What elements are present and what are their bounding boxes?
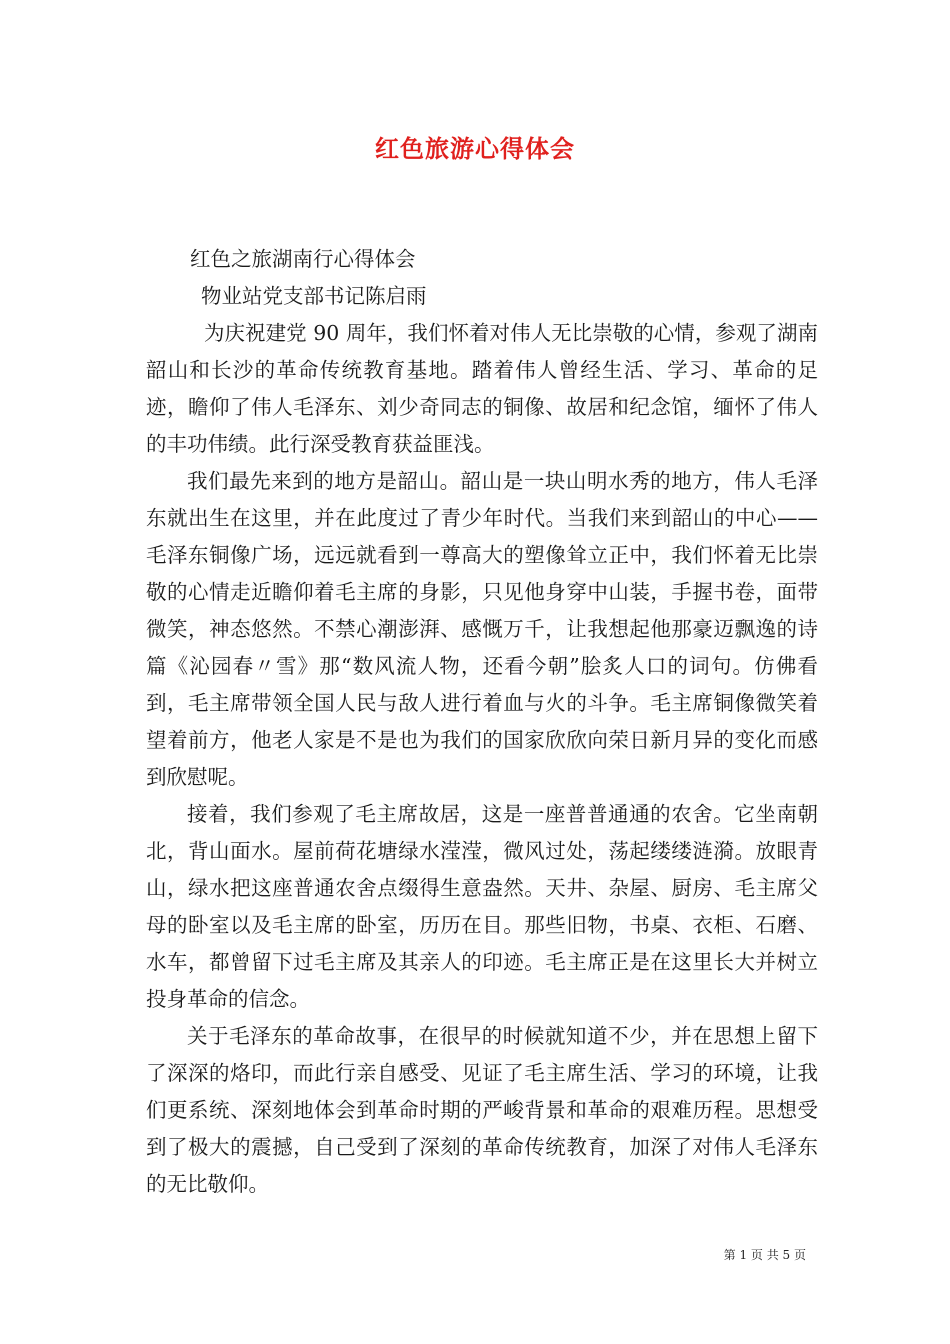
document-body	[146, 241, 818, 1203]
paragraph: 为庆祝建党 90 周年，我们怀着对伟人无比崇敬的心情，参观了湖南韶山和长沙的革命传统教育基地。踏着伟人曾经生活、学习、革命的足迹，瞻仰了伟人毛泽东、刘少奇同志的铜像、故居和纪念馆，缅怀了伟人的丰功伟绩。此行深受教育获益匪浅。	[146, 321, 818, 456]
document-title: 红色旅游心得体会	[375, 134, 575, 163]
document-subtitle: 红色之旅湖南行心得体会	[190, 247, 416, 271]
author-line: 物业站党支部书记陈启雨	[201, 284, 427, 308]
page-indicator: 第 1 页 共 5 页	[723, 1248, 806, 1262]
paragraph: 接着，我们参观了毛主席故居，这是一座普普通通的农舍。它坐南朝北，背山面水。屋前荷花塘绿水滢滢，微风过处，荡起缕缕涟漪。放眼青山，绿水把这座普通农舍点缀得生意盎然。天井、杂屋、厨房、毛主席父母的卧室以及毛主席的卧室，历历在目。那些旧物，书桌、衣柜、石磨、水车，都曾留下过毛主席及其亲人的印迹。毛主席正是在这里长大并树立投身革命的信念。	[146, 802, 818, 1011]
paragraph: 我们最先来到的地方是韶山。韶山是一块山明水秀的地方，伟人毛泽东就出生在这里，并在此度过了青少年时代。当我们来到韶山的中心——毛泽东铜像广场，远远就看到一尊高大的塑像耸立正中，我们怀着无比崇敬的心情走近瞻仰着毛主席的身影，只见他身穿中山装，手握书卷，面带微笑，神态悠然。不禁心潮澎湃、感慨万千，让我想起他那豪迈飘逸的诗篇《沁园春〃雪》那“数风流人物，还看今朝”脍炙人口的词句。仿佛看到，毛主席带领全国人民与敌人进行着血与火的斗争。毛主席铜像微笑着望着前方，他老人家是不是也为我们的国家欣欣向荣日新月异的变化而感到欣慰呢。	[146, 469, 818, 789]
paragraph: 关于毛泽东的革命故事，在很早的时候就知道不少，并在思想上留下了深深的烙印，而此行亲自感受、见证了毛主席生活、学习的环境，让我们更系统、深刻地体会到革命时期的严峻背景和革命的艰难历程。思想受到了极大的震撼，自己受到了深刻的革命传统教育，加深了对伟人毛泽东的无比敬仰。	[146, 1024, 818, 1196]
